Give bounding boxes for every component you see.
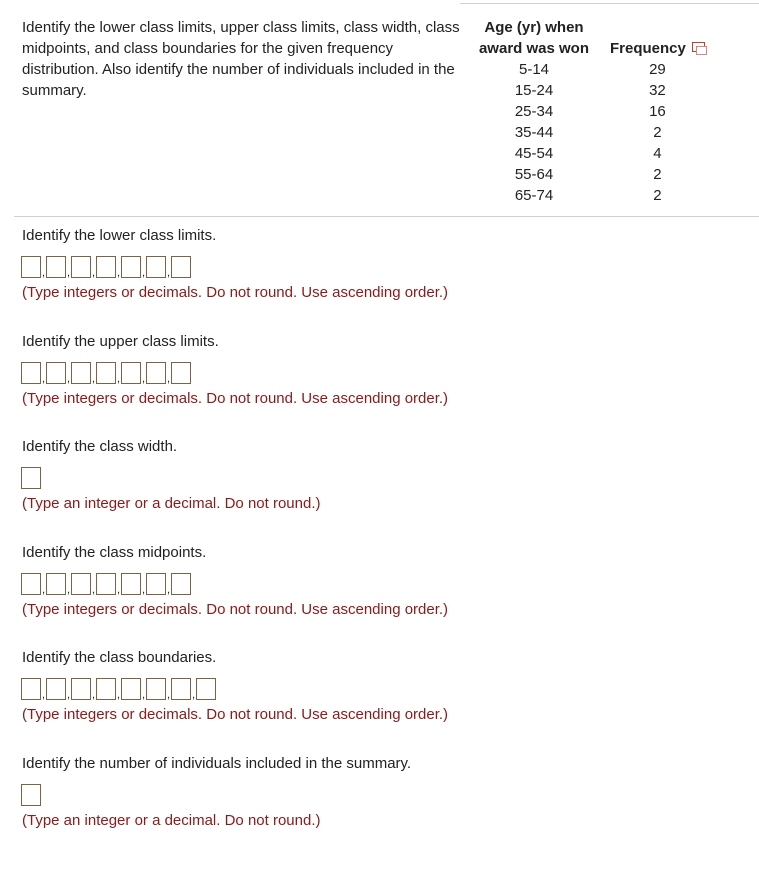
comma-separator: ,	[116, 373, 121, 385]
lower-class-limits-input[interactable]	[171, 256, 191, 278]
comma-separator: ,	[66, 373, 71, 385]
answer-boxes	[21, 362, 448, 384]
class-midpoints-input[interactable]	[96, 573, 116, 595]
age-class-cell: 15-24	[514, 82, 554, 99]
class-midpoints-input[interactable]	[171, 573, 191, 595]
class-width-input[interactable]	[21, 467, 41, 489]
answer-hint: (Type integers or decimals. Do not round. Use ascending order.)	[22, 390, 449, 407]
question-label: Identify the class midpoints.	[22, 544, 207, 561]
class-boundaries-input[interactable]	[171, 678, 191, 700]
answer-boxes	[21, 573, 448, 595]
upper-class-limits-input[interactable]	[171, 362, 191, 384]
comma-separator: ,	[41, 584, 46, 596]
upper-class-limits-input[interactable]	[46, 362, 66, 384]
table-row	[466, 143, 713, 164]
class-boundaries-input[interactable]	[46, 678, 66, 700]
comma-separator: ,	[91, 584, 96, 596]
upper-class-limits-input[interactable]	[121, 362, 141, 384]
frequency-cell: 2	[653, 187, 662, 204]
age-class-cell: 25-34	[514, 103, 554, 120]
comma-separator: ,	[91, 689, 96, 701]
frequency-cell: 16	[649, 103, 666, 120]
comma-separator: ,	[191, 689, 196, 701]
age-class-cell: 35-44	[514, 124, 554, 141]
age-class-cell: 65-74	[514, 187, 554, 204]
frequency-header	[602, 17, 713, 59]
answer-hint: (Type an integer or a decimal. Do not round.)	[22, 495, 321, 512]
lower-class-limits-input[interactable]	[146, 256, 166, 278]
answer-hint: (Type integers or decimals. Do not round. Use ascending order.)	[22, 601, 449, 618]
class-midpoints-input[interactable]	[71, 573, 91, 595]
question-label: Identify the class width.	[22, 438, 178, 455]
question-text: Identify the lower class limits, upper class limits, class width, class midpoints, and class boundaries for the given frequency distribution. Also identify the number of individuals included in the summary.	[22, 19, 460, 99]
frequency-cell: 32	[649, 82, 666, 99]
age-class-cell: 55-64	[514, 166, 554, 183]
comma-separator: ,	[66, 267, 71, 279]
answer-hint: (Type integers or decimals. Do not round. Use ascending order.)	[22, 284, 449, 301]
comma-separator: ,	[116, 689, 121, 701]
section-divider	[14, 216, 759, 217]
top-divider	[460, 3, 759, 4]
answer-boxes	[21, 678, 448, 700]
class-midpoints-input[interactable]	[146, 573, 166, 595]
answer-boxes	[21, 467, 321, 489]
copy-data-icon[interactable]	[692, 42, 705, 52]
upper-class-limits-input[interactable]	[21, 362, 41, 384]
class-boundaries-input[interactable]	[21, 678, 41, 700]
comma-separator: ,	[41, 373, 46, 385]
lower-class-limits-input[interactable]	[121, 256, 141, 278]
class-midpoints-input[interactable]	[121, 573, 141, 595]
frequency-header-label: Frequency	[610, 40, 686, 57]
comma-separator: ,	[116, 584, 121, 596]
comma-separator: ,	[116, 267, 121, 279]
class-boundaries-input[interactable]	[121, 678, 141, 700]
frequency-cell: 2	[653, 166, 662, 183]
comma-separator: ,	[166, 267, 171, 279]
table-row	[466, 185, 713, 206]
frequency-cell: 4	[653, 145, 662, 162]
comma-separator: ,	[166, 373, 171, 385]
upper-class-limits-input[interactable]	[96, 362, 116, 384]
age-class-cell: 45-54	[514, 145, 554, 162]
class-midpoints-input[interactable]	[21, 573, 41, 595]
answer-hint: (Type integers or decimals. Do not round. Use ascending order.)	[22, 706, 449, 723]
lower-class-limits-input[interactable]	[46, 256, 66, 278]
number-of-individuals-section	[22, 754, 411, 831]
upper-class-limits-input[interactable]	[146, 362, 166, 384]
comma-separator: ,	[41, 267, 46, 279]
class-boundaries-input[interactable]	[96, 678, 116, 700]
answer-boxes	[21, 784, 411, 806]
table-row	[466, 164, 713, 185]
class-midpoints-section	[22, 543, 448, 620]
lower-class-limits-section	[22, 226, 448, 303]
number-of-individuals-input[interactable]	[21, 784, 41, 806]
comma-separator: ,	[91, 267, 96, 279]
table-row	[466, 101, 713, 122]
table-row	[466, 59, 713, 80]
question-label: Identify the class boundaries.	[22, 649, 217, 666]
class-width-section	[22, 437, 321, 514]
age-class-cell: 5-14	[518, 61, 550, 78]
question-label: Identify the number of individuals included in the summary.	[22, 755, 412, 772]
lower-class-limits-input[interactable]	[96, 256, 116, 278]
answer-boxes	[21, 256, 448, 278]
comma-separator: ,	[91, 373, 96, 385]
question-label: Identify the lower class limits.	[22, 227, 217, 244]
lower-class-limits-input[interactable]	[21, 256, 41, 278]
comma-separator: ,	[66, 584, 71, 596]
question-label: Identify the upper class limits.	[22, 333, 219, 350]
comma-separator: ,	[141, 689, 146, 701]
age-header: Age (yr) when award was won	[478, 19, 590, 57]
class-midpoints-input[interactable]	[46, 573, 66, 595]
class-boundaries-input[interactable]	[71, 678, 91, 700]
upper-class-limits-section	[22, 332, 448, 409]
comma-separator: ,	[141, 267, 146, 279]
frequency-cell: 2	[653, 124, 662, 141]
answer-hint: (Type an integer or a decimal. Do not round.)	[22, 812, 321, 829]
lower-class-limits-input[interactable]	[71, 256, 91, 278]
class-boundaries-section	[22, 648, 448, 725]
upper-class-limits-input[interactable]	[71, 362, 91, 384]
comma-separator: ,	[141, 373, 146, 385]
comma-separator: ,	[41, 689, 46, 701]
frequency-table	[466, 17, 713, 206]
table-row	[466, 122, 713, 143]
comma-separator: ,	[141, 584, 146, 596]
comma-separator: ,	[166, 689, 171, 701]
frequency-cell: 29	[649, 61, 666, 78]
comma-separator: ,	[166, 584, 171, 596]
comma-separator: ,	[66, 689, 71, 701]
class-boundaries-input[interactable]	[196, 678, 216, 700]
class-boundaries-input[interactable]	[146, 678, 166, 700]
table-row	[466, 80, 713, 101]
